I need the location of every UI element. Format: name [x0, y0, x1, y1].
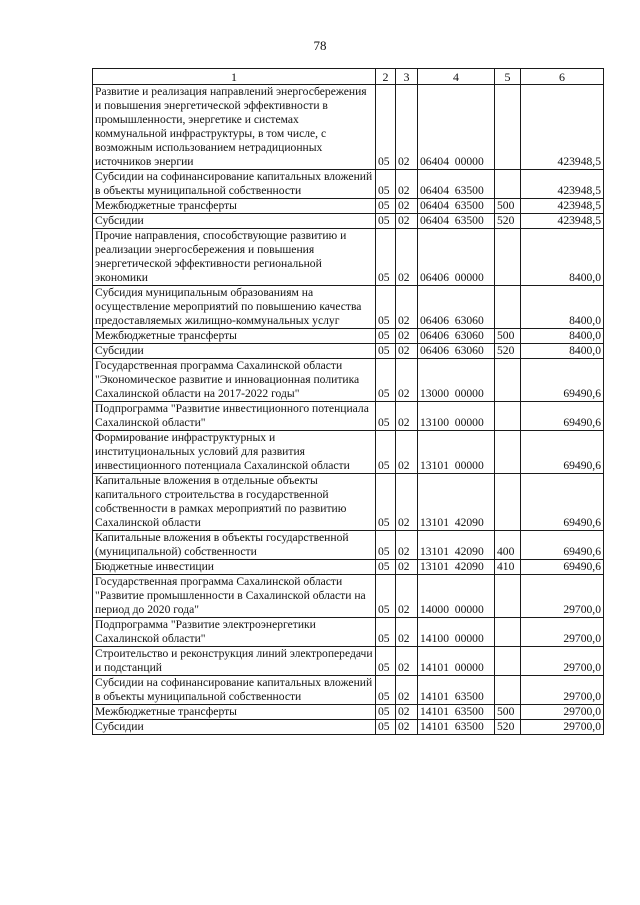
row-expense-type — [495, 676, 521, 705]
row-target-article: 06406 63060 — [418, 344, 495, 359]
table-row — [93, 560, 604, 575]
table-row — [93, 329, 604, 344]
row-name: Подпрограмма "Развитие электроэнергетики Сахалинской области" — [93, 618, 376, 647]
row-expense-type — [495, 286, 521, 329]
row-subsection: 02 — [396, 474, 418, 531]
row-subsection: 02 — [396, 286, 418, 329]
column-header-name: 1 — [93, 69, 376, 85]
row-amount: 8400,0 — [521, 286, 604, 329]
row-subsection: 02 — [396, 720, 418, 735]
row-expense-type — [495, 402, 521, 431]
table-row — [93, 359, 604, 402]
table-row — [93, 214, 604, 229]
row-amount: 8400,0 — [521, 229, 604, 286]
row-expense-type — [495, 229, 521, 286]
row-name: Межбюджетные трансферты — [93, 329, 376, 344]
row-name: Подпрограмма "Развитие инвестиционного потенциала Сахалинской области" — [93, 402, 376, 431]
row-amount: 69490,6 — [521, 402, 604, 431]
row-name: Государственная программа Сахалинской области "Экономическое развитие и инновационная политика Сахалинской области на 2017-2022 годы" — [93, 359, 376, 402]
row-expense-type: 520 — [495, 344, 521, 359]
row-subsection: 02 — [396, 531, 418, 560]
row-section: 05 — [376, 170, 396, 199]
row-amount: 29700,0 — [521, 647, 604, 676]
row-expense-type — [495, 85, 521, 170]
row-amount: 8400,0 — [521, 344, 604, 359]
row-expense-type — [495, 647, 521, 676]
row-section: 05 — [376, 676, 396, 705]
row-name: Развитие и реализация направлений энергосбережения и повышения энергетической эффективности в промышленности, энергетике и системах коммунальной инфраструктуры, в том числе, с возможным использованием нетрадиционных источников энергии — [93, 85, 376, 170]
row-name: Капитальные вложения в объекты государственной (муниципальной) собственности — [93, 531, 376, 560]
row-name: Прочие направления, способствующие развитию и реализации энергосбережения и повышения энергетической эффективности региональной экономики — [93, 229, 376, 286]
row-target-article: 06406 63060 — [418, 286, 495, 329]
row-amount: 29700,0 — [521, 618, 604, 647]
row-subsection: 02 — [396, 402, 418, 431]
row-name: Субсидии на софинансирование капитальных вложений в объекты муниципальной собственности — [93, 676, 376, 705]
row-name: Строительство и реконструкция линий электропередачи и подстанций — [93, 647, 376, 676]
row-amount: 69490,6 — [521, 560, 604, 575]
row-section: 05 — [376, 359, 396, 402]
table-row — [93, 344, 604, 359]
row-expense-type — [495, 359, 521, 402]
row-subsection: 02 — [396, 85, 418, 170]
row-target-article: 06404 63500 — [418, 214, 495, 229]
table-row — [93, 474, 604, 531]
row-target-article: 14101 63500 — [418, 705, 495, 720]
table-row — [93, 199, 604, 214]
row-amount: 29700,0 — [521, 705, 604, 720]
table-row — [93, 431, 604, 474]
row-name: Субсидии — [93, 344, 376, 359]
row-section: 05 — [376, 647, 396, 676]
column-header-section: 2 — [376, 69, 396, 85]
row-subsection: 02 — [396, 170, 418, 199]
row-amount: 69490,6 — [521, 531, 604, 560]
row-section: 05 — [376, 85, 396, 170]
row-section: 05 — [376, 229, 396, 286]
row-expense-type — [495, 474, 521, 531]
row-section: 05 — [376, 575, 396, 618]
row-target-article: 06404 63500 — [418, 170, 495, 199]
row-target-article: 14000 00000 — [418, 575, 495, 618]
row-target-article: 13101 00000 — [418, 431, 495, 474]
row-amount: 29700,0 — [521, 720, 604, 735]
row-expense-type: 400 — [495, 531, 521, 560]
row-amount: 423948,5 — [521, 214, 604, 229]
row-target-article: 14101 63500 — [418, 676, 495, 705]
row-name: Субсидии — [93, 720, 376, 735]
row-target-article: 06404 63500 — [418, 199, 495, 214]
table-row — [93, 618, 604, 647]
row-target-article: 13101 42090 — [418, 474, 495, 531]
row-name: Субсидии на софинансирование капитальных вложений в объекты муниципальной собственности — [93, 170, 376, 199]
row-section: 05 — [376, 214, 396, 229]
row-name: Государственная программа Сахалинской области "Развитие промышленности в Сахалинской области на период до 2020 года" — [93, 575, 376, 618]
table-row — [93, 85, 604, 170]
table-row — [93, 286, 604, 329]
row-expense-type: 500 — [495, 329, 521, 344]
row-subsection: 02 — [396, 705, 418, 720]
row-target-article: 13101 42090 — [418, 531, 495, 560]
row-section: 05 — [376, 618, 396, 647]
row-target-article: 13000 00000 — [418, 359, 495, 402]
table-row — [93, 402, 604, 431]
row-expense-type: 520 — [495, 720, 521, 735]
row-name: Бюджетные инвестиции — [93, 560, 376, 575]
row-subsection: 02 — [396, 359, 418, 402]
row-amount: 69490,6 — [521, 359, 604, 402]
row-section: 05 — [376, 286, 396, 329]
row-target-article: 14101 00000 — [418, 647, 495, 676]
row-subsection: 02 — [396, 560, 418, 575]
row-subsection: 02 — [396, 431, 418, 474]
row-expense-type — [495, 170, 521, 199]
table-row — [93, 170, 604, 199]
row-target-article: 06406 63060 — [418, 329, 495, 344]
row-target-article: 06406 00000 — [418, 229, 495, 286]
row-subsection: 02 — [396, 329, 418, 344]
row-section: 05 — [376, 402, 396, 431]
row-target-article: 14101 63500 — [418, 720, 495, 735]
row-section: 05 — [376, 560, 396, 575]
row-expense-type — [495, 431, 521, 474]
row-subsection: 02 — [396, 618, 418, 647]
row-amount: 423948,5 — [521, 85, 604, 170]
row-subsection: 02 — [396, 344, 418, 359]
row-subsection: 02 — [396, 199, 418, 214]
table-row — [93, 705, 604, 720]
row-amount: 69490,6 — [521, 474, 604, 531]
row-expense-type: 410 — [495, 560, 521, 575]
table-header-row — [93, 69, 604, 85]
row-expense-type — [495, 575, 521, 618]
row-amount: 423948,5 — [521, 170, 604, 199]
column-header-subsection: 3 — [396, 69, 418, 85]
row-name: Субсидия муниципальным образованиям на осуществление мероприятий по повышению качества предоставляемых жилищно-коммунальных услуг — [93, 286, 376, 329]
row-subsection: 02 — [396, 229, 418, 286]
table-row — [93, 720, 604, 735]
row-section: 05 — [376, 705, 396, 720]
row-target-article: 13101 42090 — [418, 560, 495, 575]
row-amount: 29700,0 — [521, 676, 604, 705]
table-row — [93, 676, 604, 705]
column-header-amount: 6 — [521, 69, 604, 85]
row-name: Межбюджетные трансферты — [93, 199, 376, 214]
column-header-target-article: 4 — [418, 69, 495, 85]
table-row — [93, 575, 604, 618]
page-number: 78 — [313, 38, 327, 53]
row-section: 05 — [376, 199, 396, 214]
row-amount: 29700,0 — [521, 575, 604, 618]
row-target-article: 06404 00000 — [418, 85, 495, 170]
row-amount: 423948,5 — [521, 199, 604, 214]
row-target-article: 14100 00000 — [418, 618, 495, 647]
row-name: Субсидии — [93, 214, 376, 229]
row-section: 05 — [376, 720, 396, 735]
row-name: Формирование инфраструктурных и институциональных условий для развития инвестиционного потенциала Сахалинской области — [93, 431, 376, 474]
row-subsection: 02 — [396, 575, 418, 618]
row-expense-type — [495, 618, 521, 647]
table-row — [93, 229, 604, 286]
row-amount: 69490,6 — [521, 431, 604, 474]
row-subsection: 02 — [396, 214, 418, 229]
row-subsection: 02 — [396, 676, 418, 705]
table-row — [93, 531, 604, 560]
row-expense-type: 500 — [495, 705, 521, 720]
row-amount: 8400,0 — [521, 329, 604, 344]
row-section: 05 — [376, 531, 396, 560]
row-expense-type: 500 — [495, 199, 521, 214]
row-subsection: 02 — [396, 647, 418, 676]
row-name: Капитальные вложения в отдельные объекты капитального строительства в государственной собственности в рамках мероприятий по развитию Сахалинской области — [93, 474, 376, 531]
row-section: 05 — [376, 329, 396, 344]
row-target-article: 13100 00000 — [418, 402, 495, 431]
table-row — [93, 647, 604, 676]
row-name: Межбюджетные трансферты — [93, 705, 376, 720]
column-header-expense-type: 5 — [495, 69, 521, 85]
row-expense-type: 520 — [495, 214, 521, 229]
budget-table — [92, 68, 604, 735]
row-section: 05 — [376, 431, 396, 474]
row-section: 05 — [376, 474, 396, 531]
row-section: 05 — [376, 344, 396, 359]
